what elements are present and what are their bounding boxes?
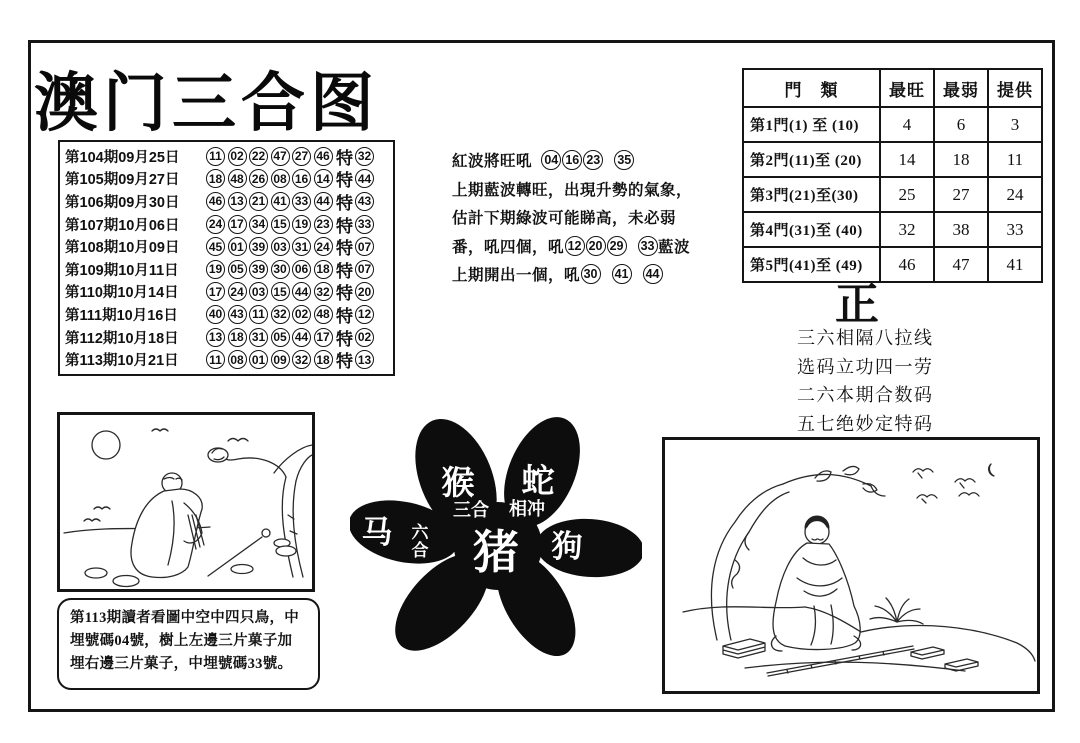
- stats-value: 32: [880, 212, 934, 247]
- number-ball: 44: [292, 282, 311, 301]
- number-ball: 08: [228, 350, 247, 369]
- verse-line: 二六本期合数码: [797, 385, 934, 405]
- gate-range-label: 第1門(1) 至 (10): [743, 107, 880, 142]
- stats-value: 27: [934, 177, 988, 212]
- result-row: [65, 258, 388, 280]
- number-ball: 33: [292, 192, 311, 211]
- crescent-moon-icon: [989, 464, 994, 476]
- number-ball: 16: [292, 169, 311, 188]
- sun-icon: [92, 431, 120, 459]
- number-ball: 02: [292, 305, 311, 324]
- number-ball: 27: [292, 147, 311, 166]
- number-ball: 19: [206, 260, 225, 279]
- left-illustration-frame: [57, 412, 315, 592]
- number-ball: 11: [249, 305, 268, 324]
- number-ball: 24: [314, 237, 333, 256]
- number-ball: 43: [228, 305, 247, 324]
- kneeling-man-figure: [771, 516, 860, 651]
- special-number-ball: 07: [355, 237, 374, 256]
- number-ball: 20: [586, 236, 606, 256]
- draw-date-label: 第109期10月11日: [65, 262, 179, 279]
- number-ball: 11: [206, 350, 225, 369]
- special-marker: 特: [336, 171, 353, 191]
- number-ball: 46: [314, 147, 333, 166]
- stats-row: [743, 177, 1042, 212]
- forecast-line: [452, 232, 742, 261]
- special-marker: 特: [336, 239, 353, 259]
- bamboo-stick-icon: [767, 646, 914, 676]
- verse-line: 选码立功四一劳: [797, 356, 934, 377]
- result-row: [65, 168, 388, 190]
- number-ball: 39: [249, 237, 268, 256]
- verse-heading: 正: [835, 280, 879, 329]
- forecast-block: [452, 146, 742, 289]
- number-ball: 05: [228, 260, 247, 279]
- special-marker: 特: [336, 329, 353, 349]
- number-ball: 41: [612, 264, 632, 284]
- forecast-line: [452, 260, 742, 289]
- draw-date-label: 第111期10月16日: [65, 307, 178, 324]
- number-ball: 31: [249, 328, 268, 347]
- result-row: [65, 236, 388, 258]
- special-marker: 特: [336, 148, 353, 168]
- gate-range-label: 第4門(31)至 (40): [743, 212, 880, 247]
- number-ball: 23: [583, 150, 603, 170]
- draw-date-label: 第104期09月25日: [65, 149, 180, 166]
- special-number-ball: 32: [355, 147, 374, 166]
- stats-value: 3: [988, 107, 1042, 142]
- forecast-text: 紅波將旺吼: [452, 153, 541, 171]
- stats-value: 41: [988, 247, 1042, 282]
- verse-lines: [797, 324, 934, 438]
- number-ball: 22: [249, 147, 268, 166]
- number-ball: 31: [292, 237, 311, 256]
- label-liuhe-top: 六: [411, 523, 429, 542]
- birds-icon: [913, 469, 979, 503]
- grass-icon: [870, 598, 923, 624]
- special-marker: 特: [336, 284, 353, 304]
- draw-date-label: 第107期10月06日: [65, 217, 180, 234]
- number-ball: 15: [271, 282, 290, 301]
- stats-header: 門 類: [743, 69, 880, 107]
- number-ball: 44: [643, 264, 663, 284]
- number-ball: 17: [228, 215, 247, 234]
- note-text: 第113期讀者看圖中空中四只鳥，中埋號碼04號，樹上左邊三片菓子加埋右邊三片菓子，中埋號碼33號。: [70, 610, 300, 672]
- stats-value: 24: [988, 177, 1042, 212]
- special-number-ball: 13: [355, 350, 374, 369]
- special-number-ball: 33: [355, 215, 374, 234]
- number-ball: 11: [206, 147, 225, 166]
- special-number-ball: 20: [355, 282, 374, 301]
- number-ball: 35: [614, 150, 634, 170]
- number-ball: 32: [292, 350, 311, 369]
- number-ball: 17: [206, 282, 225, 301]
- draw-date-label: 第110期10月14日: [65, 285, 179, 302]
- result-row: [65, 303, 388, 325]
- number-ball: 12: [565, 236, 585, 256]
- special-number-ball: 02: [355, 328, 374, 347]
- stats-table: [742, 68, 1043, 283]
- number-ball: 26: [249, 169, 268, 188]
- number-ball: 33: [638, 236, 658, 256]
- stats-value: 25: [880, 177, 934, 212]
- draw-date-label: 第113期10月21日: [65, 353, 179, 370]
- zodiac-snake: 蛇: [521, 464, 555, 500]
- special-number-ball: 44: [355, 169, 374, 188]
- number-ball: 09: [271, 350, 290, 369]
- stats-value: 14: [880, 142, 934, 177]
- number-ball: 44: [292, 328, 311, 347]
- result-row: [65, 326, 388, 348]
- verse-line: 三六相隔八拉线: [797, 328, 934, 348]
- number-ball: 03: [249, 282, 268, 301]
- number-ball: 48: [314, 305, 333, 324]
- forecast-text: 上期藍波轉旺，出現升勢的氣象，: [452, 181, 693, 199]
- forecast-line: [452, 146, 742, 175]
- number-ball: 14: [314, 169, 333, 188]
- number-ball: 18: [228, 328, 247, 347]
- zodiac-pig: 猪: [473, 527, 519, 578]
- number-ball: 04: [541, 150, 561, 170]
- label-sanhe: 三合: [453, 500, 489, 520]
- stats-row: [743, 212, 1042, 247]
- number-ball: 03: [271, 237, 290, 256]
- number-ball: 29: [607, 236, 627, 256]
- number-ball: 23: [314, 215, 333, 234]
- number-ball: 18: [206, 169, 225, 188]
- number-ball: 48: [228, 169, 247, 188]
- number-ball: 24: [206, 215, 225, 234]
- number-ball: 39: [249, 260, 268, 279]
- forecast-text: 番，吼四個，吼: [452, 238, 565, 256]
- stats-header: 提供: [988, 69, 1042, 107]
- kneeling-man-drawing: [665, 440, 1037, 691]
- number-ball: 08: [271, 169, 290, 188]
- forecast-text: 上期開出一個，吼: [452, 267, 581, 285]
- special-marker: 特: [336, 193, 353, 213]
- number-ball: 34: [249, 215, 268, 234]
- page-title: 澳门三合图: [34, 67, 379, 139]
- number-ball: 19: [292, 215, 311, 234]
- stats-header: 最弱: [934, 69, 988, 107]
- number-ball: 41: [271, 192, 290, 211]
- number-ball: 16: [562, 150, 582, 170]
- stats-value: 6: [934, 107, 988, 142]
- forecast-text: 藍波: [658, 238, 691, 256]
- special-marker: 特: [336, 216, 353, 236]
- stats-value: 46: [880, 247, 934, 282]
- old-sage-figure: [131, 473, 204, 578]
- number-ball: 13: [228, 192, 247, 211]
- number-ball: 06: [292, 260, 311, 279]
- result-row: [65, 145, 388, 167]
- note-box: [57, 598, 320, 690]
- number-ball: 45: [206, 237, 225, 256]
- number-ball: 32: [271, 305, 290, 324]
- forecast-text: 估計下期綠波可能睇高，未必弱: [452, 210, 677, 228]
- stats-value: 38: [934, 212, 988, 247]
- gate-range-label: 第2門(11)至 (20): [743, 142, 880, 177]
- gate-range-label: 第5門(41)至 (49): [743, 247, 880, 282]
- number-ball: 40: [206, 305, 225, 324]
- zodiac-horse: 马: [361, 515, 393, 550]
- zodiac-flower: [350, 406, 642, 666]
- number-ball: 01: [249, 350, 268, 369]
- label-xiangchong: 相冲: [509, 499, 545, 519]
- right-illustration-frame: [662, 437, 1040, 694]
- number-ball: 18: [314, 350, 333, 369]
- number-ball: 32: [314, 282, 333, 301]
- results-table: [58, 140, 395, 376]
- stats-header: 最旺: [880, 69, 934, 107]
- special-number-ball: 43: [355, 192, 374, 211]
- special-number-ball: 12: [355, 305, 374, 324]
- number-ball: 30: [581, 264, 601, 284]
- stats-row: [743, 142, 1042, 177]
- draw-date-label: 第112期10月18日: [65, 330, 179, 347]
- number-ball: 24: [228, 282, 247, 301]
- number-ball: 46: [206, 192, 225, 211]
- result-row: [65, 190, 388, 212]
- number-ball: 30: [271, 260, 290, 279]
- old-sage-drawing: [60, 415, 312, 589]
- stats-value: 33: [988, 212, 1042, 247]
- tree-icon: [208, 445, 312, 577]
- stats-value: 4: [880, 107, 934, 142]
- stats-value: 18: [934, 142, 988, 177]
- gate-range-label: 第3門(21)至(30): [743, 177, 880, 212]
- forecast-line: [452, 203, 742, 232]
- stats-row: [743, 107, 1042, 142]
- verse-line: 五七绝妙定特码: [797, 413, 934, 434]
- draw-date-label: 第108期10月09日: [65, 240, 180, 257]
- draw-date-label: 第105期09月27日: [65, 172, 180, 189]
- result-row: [65, 349, 388, 371]
- zodiac-monkey: 猴: [441, 466, 475, 502]
- number-ball: 21: [249, 192, 268, 211]
- number-ball: 44: [314, 192, 333, 211]
- number-ball: 13: [206, 328, 225, 347]
- special-number-ball: 07: [355, 260, 374, 279]
- number-ball: 05: [271, 328, 290, 347]
- stats-value: 11: [988, 142, 1042, 177]
- forecast-line: [452, 175, 742, 204]
- result-row: [65, 281, 388, 303]
- number-ball: 02: [228, 147, 247, 166]
- label-liuhe-bottom: 合: [411, 541, 429, 560]
- special-marker: 特: [336, 261, 353, 281]
- number-ball: 15: [271, 215, 290, 234]
- result-row: [65, 213, 388, 235]
- number-ball: 47: [271, 147, 290, 166]
- number-ball: 18: [314, 260, 333, 279]
- number-ball: 17: [314, 328, 333, 347]
- number-ball: 01: [228, 237, 247, 256]
- special-marker: 特: [336, 352, 353, 372]
- stats-value: 47: [934, 247, 988, 282]
- zodiac-dog: 狗: [551, 529, 583, 564]
- special-marker: 特: [336, 306, 353, 326]
- draw-date-label: 第106期09月30日: [65, 194, 180, 211]
